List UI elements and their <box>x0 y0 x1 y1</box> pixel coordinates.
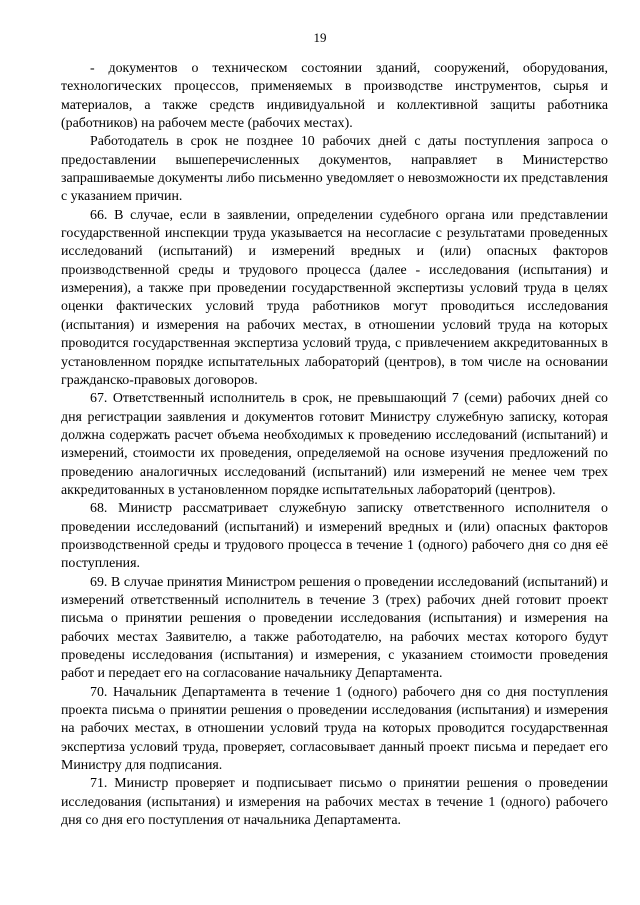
paragraph-66: 66. В случае, если в заявлении, определении судебного органа или представлении государственной инспекции труда указывается на несогласие с результатами проведенных исследований (испытаний) и измерений вредных и (или) опасных факторов производственной среды и трудового процесса (далее - исследования (испытания) и измерения), а также при проведении государственной экспертизы условий труда в целях оценки фактических условий труда работников могут проводиться исследования (испытания) и измерения на рабочих местах, в отношении условий труда на которых проводится государственная экспертиза условий труда, с привлечением аккредитованных в установленном порядке испытательных лабораторий (центров), в том числе на основании гражданско-правовых договоров. <box>61 207 608 388</box>
page-number: 19 <box>313 30 327 45</box>
paragraph-documents-list: - документов о техническом состоянии зданий, сооружений, оборудования, технологических процессов, применяемых в производстве инструментов, сырья и материалов, а также средств индивидуальной и коллективной защиты работника (работников) на рабочем месте (рабочих местах). <box>61 61 608 132</box>
paragraph-employer-deadline: Работодатель в срок не позднее 10 рабочих дней с даты поступления запроса о предоставлении вышеперечисленных документов, направляет в Министерство запрашиваемые документы либо письменно уведомляет о невозможности их представления с указанием причин. <box>61 134 608 205</box>
paragraph-67: 67. Ответственный исполнитель в срок, не превышающий 7 (семи) рабочих дней со дня регистрации заявления и документов готовит Министру служебную записку, которая должна содержать расчет объема необходимых к проведению исследований (испытаний) и измерений, стоимости их проведения, определяемой на основе изучения предложений по проведению аналогичных исследований (испытаний) или измерений не менее чем трех аккредитованных в установленном порядке испытательных лабораторий (центров). <box>61 391 608 498</box>
paragraph-68: 68. Министр рассматривает служебную записку ответственного исполнителя о проведении исследований (испытаний) и измерений вредных и (или) опасных факторов производственной среды и трудового процесса в течение 1 (одного) рабочего дня со дня её поступления. <box>61 501 608 572</box>
paragraph-70: 70. Начальник Департамента в течение 1 (одного) рабочего дня со дня поступления проекта письма о принятии решения о проведении исследования (испытания) и измерения на рабочих местах, в отношении условий труда на которых проводится государственная экспертиза условий труда, проверяет, согласовывает данный проект письма и передает его Министру для подписания. <box>61 684 608 774</box>
paragraph-71: 71. Министр проверяет и подписывает письмо о принятии решения о проведении исследования (испытания) и измерения на рабочих местах в течение 1 (одного) рабочего дня со дня его поступления от начальника Департамента. <box>61 776 608 829</box>
document-body <box>61 60 608 830</box>
paragraph-69: 69. В случае принятия Министром решения о проведении исследований (испытаний) и измерений ответственный исполнитель в течение 3 (трех) рабочих дней готовит проект письма о принятии решения о проведении исследования (испытания) и измерения на рабочих местах Заявителю, а также работодателю, на рабочих местах которого будут проведены исследования (испытания) и измерения, с указанием стоимости проведения работ и передает его на согласование начальнику Департамента. <box>61 574 608 682</box>
